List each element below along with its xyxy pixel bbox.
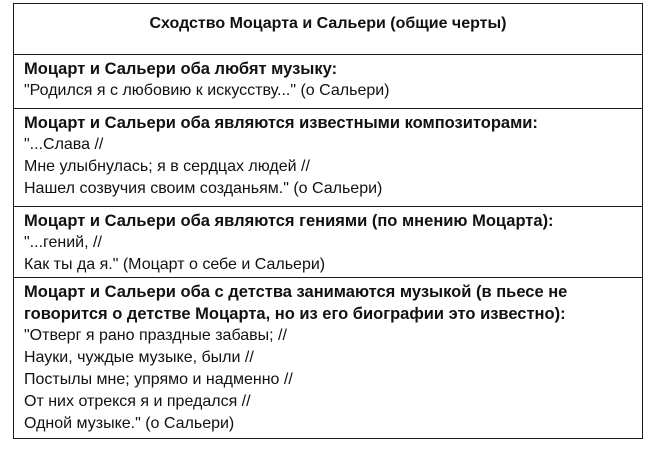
table-row [14,55,643,109]
row-title: Моцарт и Сальери оба являются известными композиторами: [24,113,538,132]
quote-line: "...гений, // [24,234,102,252]
row-title: Моцарт и Сальери оба с детства занимаются музыкой (в пьесе не [24,283,568,302]
table-cell [14,207,643,278]
quote-line: Одной музыке." (о Сальери) [24,415,235,433]
quote-line: "...Слава // [24,135,104,153]
table-cell [14,108,643,207]
row-title: говорится о детстве Моцарта, но из его биографии это известно): [24,305,566,324]
quote-line: Науки, чуждые музыке, были // [24,349,254,367]
table-cell [14,278,643,439]
table-row [14,278,643,439]
quote-line: "Родился я с любовию к искусству..." (о Сальери) [24,82,390,99]
table-cell [14,55,643,109]
quote-line: От них отрекся я и предался // [24,393,251,411]
quote-line: Мне улыбнулась; я в сердцах людей // [24,157,310,175]
table-header-row [14,4,643,55]
table-row [14,207,643,278]
quote-line: "Отверг я рано праздные забавы; // [24,327,287,345]
table-row [14,108,643,207]
quote-line: Постылы мне; упрямо и надменно // [24,371,293,389]
similarity-table [13,3,643,439]
row-title: Моцарт и Сальери оба являются гениями (по мнению Моцарта): [24,212,554,231]
quote-line: Как ты да я." (Моцарт о себе и Сальери) [24,256,326,274]
row-title: Моцарт и Сальери оба любят музыку: [24,60,338,78]
quote-line: Нашел созвучия своим созданьям." (о Сальери) [24,179,383,197]
table-header-title: Сходство Моцарта и Сальери (общие черты) [14,4,643,55]
